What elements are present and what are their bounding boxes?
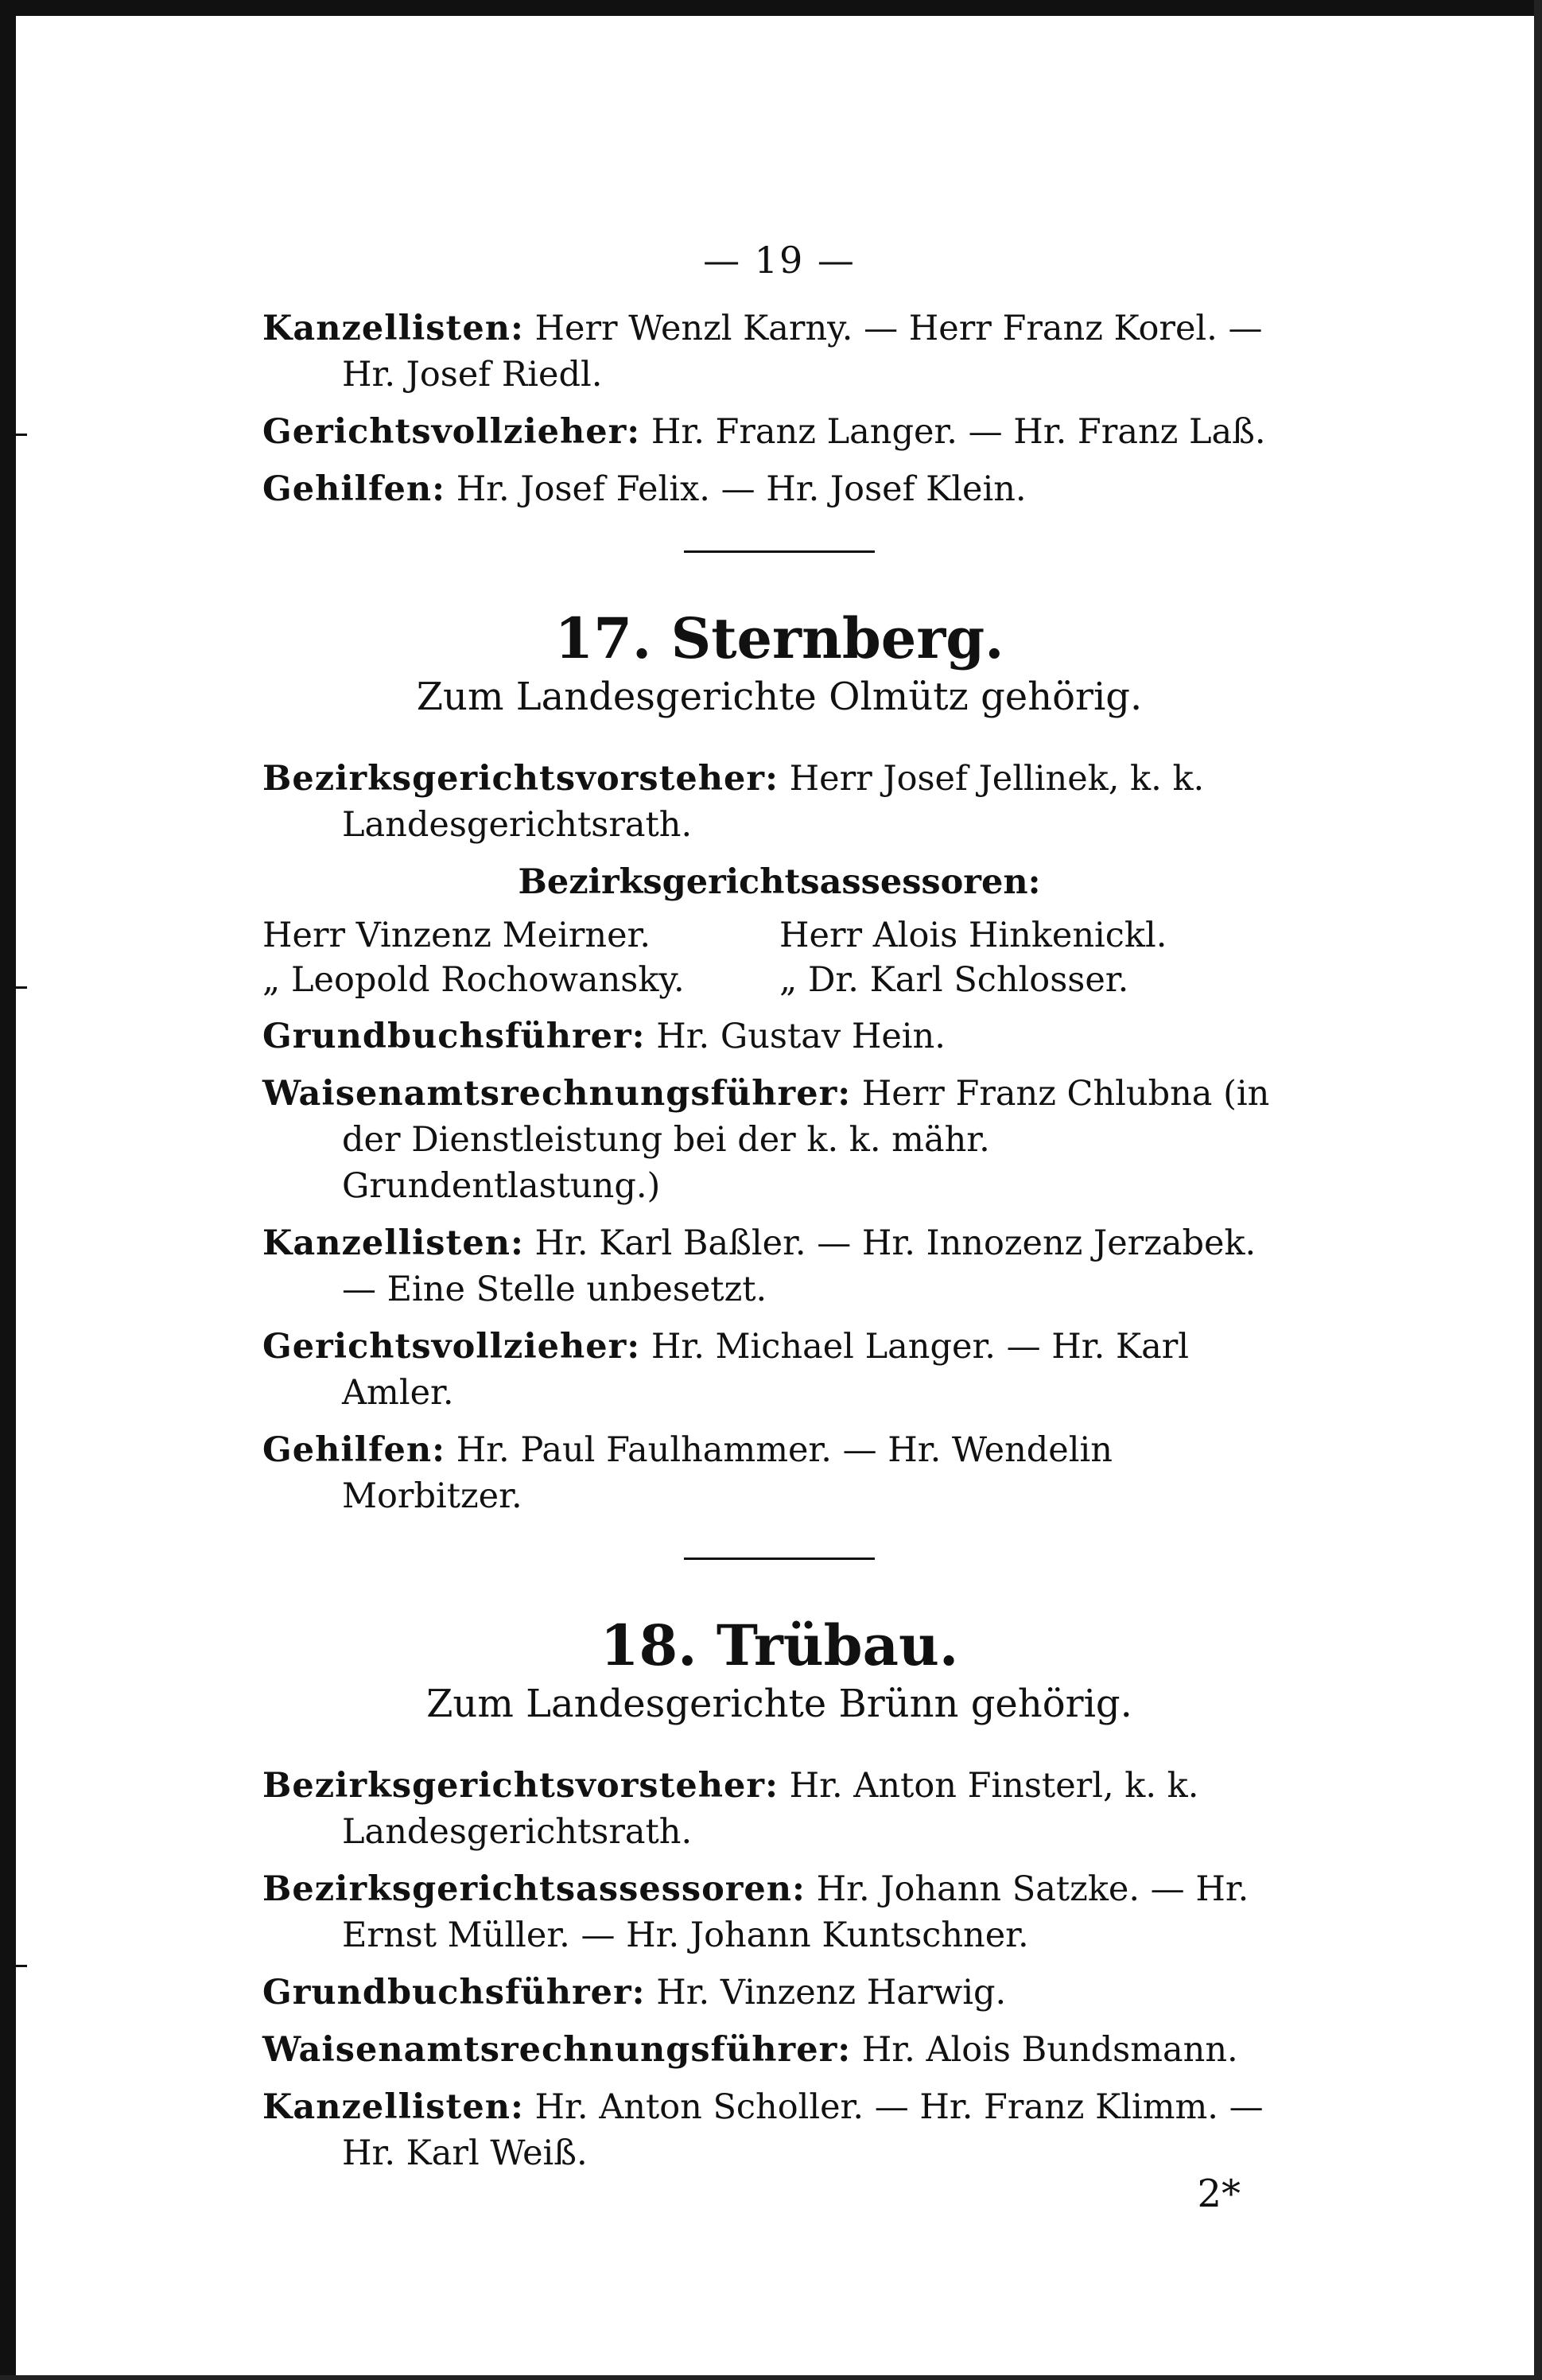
entry-bezirksgerichtsassessoren [262,1866,1296,1958]
entry-label: Bezirksgerichtsvorsteher: [262,759,779,799]
entry-text: Hr. Vinzenz Harwig. [656,1973,1007,2012]
entry-text: Hr. Alois Bundsmann. [861,2030,1238,2070]
signature-mark: 2* [1197,2172,1241,2216]
entry-waisenamtsrechnungsfuehrer [262,1071,1296,1209]
entry-grundbuchsfuehrer [262,1970,1296,2016]
page-border-right [1534,0,1542,2380]
entry-grundbuchsfuehrer [262,1013,1296,1060]
entry-label: Grundbuchsführer: [262,1017,646,1056]
entry-kanzlisten [262,2084,1296,2176]
assessoren-column-right [779,913,1296,1002]
section-subheading: Zum Landesgerichte Olmütz gehörig. [416,675,1143,719]
entry-label: Waisenamtsrechnungsführer: [262,2030,852,2070]
entry-bezirksgerichtsvorsteher [262,1763,1296,1855]
page-border-bottom [0,2375,1542,2380]
list-item: „ Leopold Rochowansky. [262,960,685,1000]
entry-label: Gerichtsvollzieher: [262,1327,641,1367]
assessoren-column-left [262,913,779,1002]
entry-label: Grundbuchsführer: [262,1973,646,2012]
section-divider [684,550,875,553]
entry-gehilfen [262,466,1296,512]
list-item: Herr Vinzenz Meirner. [262,916,651,955]
entry-waisenamtsrechnungsfuehrer [262,2027,1296,2073]
document-page [262,239,1296,2216]
entry-text: Herr Josef Jellinek, k. k. Landesgerichtsrath. [342,759,1205,845]
entry-text: Hr. Josef Felix. — Hr. Josef Klein. [456,469,1027,509]
entry-text: Hr. Michael Langer. — Hr. Karl Amler. [342,1327,1190,1413]
binding-mark [0,434,27,436]
entry-gehilfen [262,1427,1296,1519]
binding-mark [0,1965,27,1967]
entry-text: Hr. Paul Faulhammer. — Hr. Wendelin Morbitzer. [342,1430,1113,1516]
entry-label: Gerichtsvollzieher: [262,412,641,452]
entry-label: Waisenamtsrechnungsführer: [262,1074,852,1114]
assessoren-heading: Bezirksgerichtsassessoren: [518,862,1041,902]
page-number: — 19 — [703,239,856,282]
entry-kanzlisten [262,305,1296,398]
entry-label: Bezirksgerichtsassessoren: [262,1869,806,1909]
entry-text: Herr Wenzl Karny. — Herr Franz Korel. — Hr. Josef Riedl. [342,309,1263,395]
entry-text: Hr. Johann Satzke. — Hr. Ernst Müller. — Hr. Johann Kuntschner. [342,1869,1249,1955]
entry-label: Kanzellisten: [262,2087,524,2127]
entry-label: Kanzellisten: [262,1223,524,1263]
assessoren-list [262,913,1296,1002]
entry-bezirksgerichtsvorsteher [262,756,1296,848]
entry-text: Hr. Karl Baßler. — Hr. Innozenz Jerzabek. — Eine Stelle unbesetzt. [342,1223,1257,1309]
entry-text: Hr. Franz Langer. — Hr. Franz Laß. [651,412,1266,452]
page-border-top [0,0,1542,16]
list-item: Herr Alois Hinkenickl. [779,916,1167,955]
entry-text: Hr. Anton Scholler. — Hr. Franz Klimm. — Hr. Karl Weiß. [342,2087,1264,2173]
entry-gerichtsvollzieher [262,409,1296,455]
entry-kanzlisten [262,1220,1296,1312]
entry-text: Hr. Gustav Hein. [656,1017,946,1056]
entry-label: Gehilfen: [262,469,446,509]
entry-text: Hr. Anton Finsterl, k. k. Landesgerichtsrath. [342,1766,1199,1852]
entry-text: Herr Franz Chlubna (in der Dienstleistung bei der k. k. mähr. Grundentlastung.) [342,1074,1270,1206]
section-divider [684,1558,875,1560]
entry-gerichtsvollzieher [262,1324,1296,1416]
entry-label: Bezirksgerichtsvorsteher: [262,1766,779,1806]
entry-label: Gehilfen: [262,1430,446,1470]
section-subheading: Zum Landesgerichte Brünn gehörig. [426,1682,1132,1726]
page-border-left [0,0,16,2380]
entry-label: Kanzellisten: [262,309,524,348]
section-heading: 17. Sternberg. [554,605,1004,671]
section-heading: 18. Trübau. [600,1612,959,1678]
binding-mark [0,986,27,989]
list-item: „ Dr. Karl Schlosser. [779,960,1129,1000]
